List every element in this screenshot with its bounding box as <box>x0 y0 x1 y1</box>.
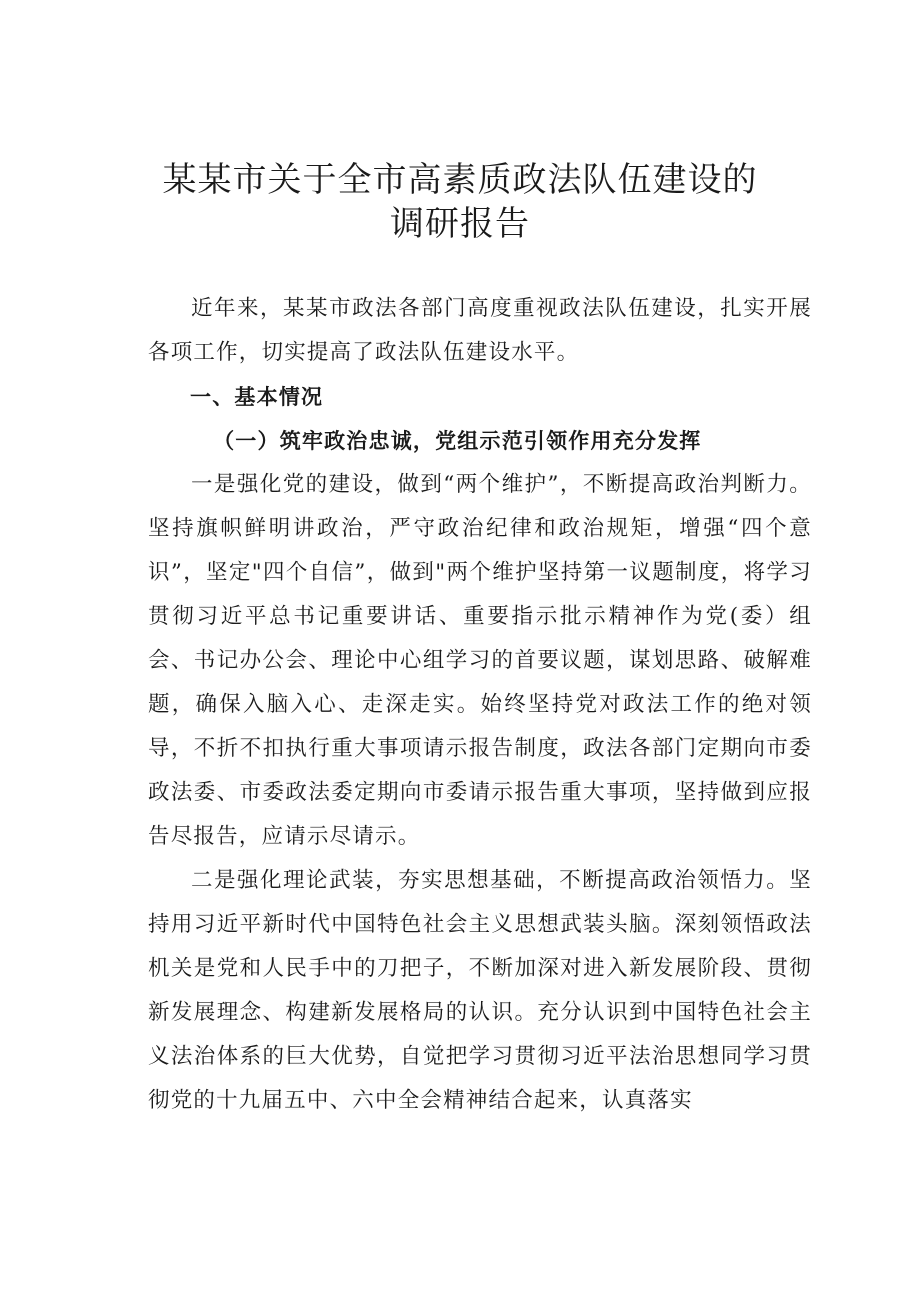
section-heading: 一、基本情况 <box>190 385 324 409</box>
intro-paragraph: 近年来，某某市政法各部门高度重视政法队伍建设，扎实开展各项工作，切实提高了政法队伍建设水平。 <box>148 296 812 365</box>
subsection-heading: （一）筑牢政治忠诚，党组示范引领作用充分发挥 <box>213 428 702 453</box>
body-paragraph-2: 二是强化理论武装，夯实思想基础，不断提高政治领悟力。坚持用习近平新时代中国特色社会主义思想武装头脑。深刻领悟政法机关是党和人民手中的刀把子，不断加深对进入新发展阶段、贯彻新发展理念、构建新发展格局的认识。充分认识到中国特色社会主义法治体系的巨大优势，自觉把学习贯彻习近平法治思想同学习贯彻党的十九届五中、六中全会精神结合起来，认真落实 <box>148 868 812 1113</box>
body-paragraph-1: 一是强化党的建设，做到“两个维护”，不断提高政治判断力。坚持旗帜鲜明讲政治，严守政治纪律和政治规矩，增强“四个意识”，坚定"四个自信”，做到"两个维护坚持第一议题制度，将学习贯彻习近平总书记重要讲话、重要指示批示精神作为党(委）组会、书记办公会、理论中心组学习的首要议题，谋划思路、破解难题，确保入脑入心、走深走实。始终坚持党对政法工作的绝对领导，不折不扣执行重大事项请示报告制度，政法各部门定期向市委政法委、市委政法委定期向市委请示报告重大事项，坚持做到应报告尽报告，应请示尽请示。 <box>148 472 812 849</box>
document-body <box>148 287 812 1123</box>
document-title-line-1: 某某市关于全市高素质政法队伍建设的 <box>162 160 758 200</box>
document-title-line-2: 调研报告 <box>390 204 530 244</box>
